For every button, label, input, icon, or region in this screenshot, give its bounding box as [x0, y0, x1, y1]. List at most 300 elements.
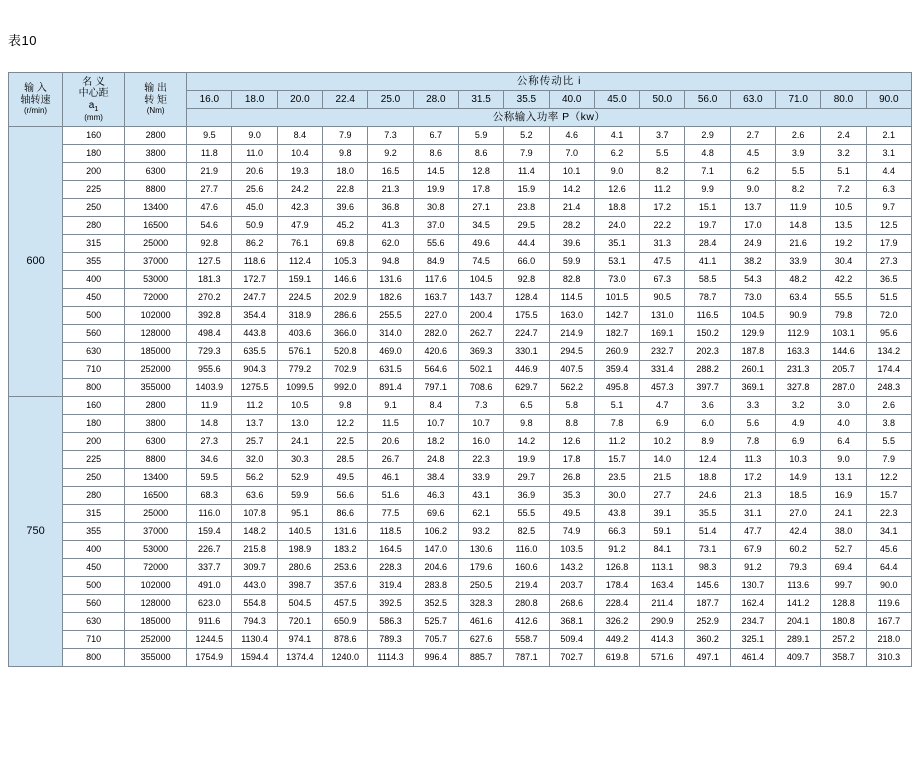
center-distance-cell: 630	[63, 613, 125, 631]
power-value-cell: 163.3	[776, 343, 821, 361]
power-value-cell: 8.2	[640, 163, 685, 181]
output-torque-cell: 37000	[125, 253, 187, 271]
power-value-cell: 7.1	[685, 163, 730, 181]
power-value-cell: 51.6	[368, 487, 413, 505]
power-value-cell: 39.6	[323, 199, 368, 217]
power-value-cell: 702.7	[549, 649, 594, 667]
center-distance-cell: 180	[63, 415, 125, 433]
center-distance-cell: 180	[63, 145, 125, 163]
header-output-torque	[125, 73, 187, 127]
power-value-cell: 182.7	[594, 325, 639, 343]
header-ratio-4: 25.0	[368, 91, 413, 109]
header-center-line4: (mm)	[84, 113, 103, 123]
power-value-cell: 30.4	[821, 253, 866, 271]
power-value-cell: 4.7	[640, 397, 685, 415]
power-value-cell: 15.7	[866, 487, 911, 505]
power-value-cell: 17.0	[730, 217, 775, 235]
power-value-cell: 15.1	[685, 199, 730, 217]
power-value-cell: 72.0	[866, 307, 911, 325]
power-value-cell: 509.4	[549, 631, 594, 649]
power-value-cell: 42.2	[821, 271, 866, 289]
power-value-cell: 9.9	[685, 181, 730, 199]
power-value-cell: 314.0	[368, 325, 413, 343]
power-value-cell: 174.4	[866, 361, 911, 379]
center-distance-cell: 560	[63, 595, 125, 613]
power-value-cell: 90.9	[776, 307, 821, 325]
power-value-cell: 629.7	[504, 379, 549, 397]
power-value-cell: 42.4	[776, 523, 821, 541]
power-value-cell: 461.4	[730, 649, 775, 667]
header-ratio-14: 80.0	[821, 91, 866, 109]
power-value-cell: 24.1	[821, 505, 866, 523]
power-value-cell: 91.2	[730, 559, 775, 577]
power-value-cell: 3.2	[776, 397, 821, 415]
power-value-cell: 55.5	[504, 505, 549, 523]
header-input-speed	[9, 73, 63, 127]
power-value-cell: 12.5	[866, 217, 911, 235]
power-value-cell: 554.8	[232, 595, 277, 613]
power-value-cell: 92.8	[187, 235, 232, 253]
power-value-cell: 146.6	[323, 271, 368, 289]
power-value-cell: 14.2	[504, 433, 549, 451]
power-value-cell: 86.6	[323, 505, 368, 523]
header-ratio-13: 71.0	[776, 91, 821, 109]
power-value-cell: 46.3	[413, 487, 458, 505]
power-value-cell: 6.3	[866, 181, 911, 199]
power-value-cell: 54.6	[187, 217, 232, 235]
center-distance-cell: 710	[63, 361, 125, 379]
power-value-cell: 94.8	[368, 253, 413, 271]
power-value-cell: 90.0	[866, 577, 911, 595]
power-value-cell: 86.2	[232, 235, 277, 253]
table-row	[9, 379, 912, 397]
power-value-cell: 34.5	[458, 217, 503, 235]
power-value-cell: 39.6	[549, 235, 594, 253]
power-value-cell: 288.2	[685, 361, 730, 379]
power-value-cell: 205.7	[821, 361, 866, 379]
power-value-cell: 167.7	[866, 613, 911, 631]
header-ratio-9: 45.0	[594, 91, 639, 109]
power-value-cell: 113.1	[640, 559, 685, 577]
power-value-cell: 78.7	[685, 289, 730, 307]
power-value-cell: 280.6	[277, 559, 322, 577]
power-value-cell: 179.6	[458, 559, 503, 577]
power-value-cell: 9.1	[368, 397, 413, 415]
power-value-cell: 175.5	[504, 307, 549, 325]
power-value-cell: 318.9	[277, 307, 322, 325]
power-value-cell: 3.7	[640, 127, 685, 145]
power-value-cell: 8.9	[685, 433, 730, 451]
power-value-cell: 787.1	[504, 649, 549, 667]
header-center-line3	[63, 100, 124, 114]
power-value-cell: 180.8	[821, 613, 866, 631]
power-value-cell: 39.1	[640, 505, 685, 523]
header-center-line2: 中心距	[78, 88, 109, 100]
power-value-cell: 294.5	[549, 343, 594, 361]
power-value-cell: 79.8	[821, 307, 866, 325]
power-value-cell: 116.0	[504, 541, 549, 559]
header-center-line1: 名 义	[82, 76, 105, 88]
power-value-cell: 19.9	[413, 181, 458, 199]
power-value-cell: 9.0	[594, 163, 639, 181]
power-value-cell: 22.3	[458, 451, 503, 469]
center-distance-cell: 280	[63, 487, 125, 505]
power-value-cell: 520.8	[323, 343, 368, 361]
header-torque-line2: 转 矩	[144, 94, 168, 106]
power-value-cell: 635.5	[232, 343, 277, 361]
power-value-cell: 106.2	[413, 523, 458, 541]
power-value-cell: 310.3	[866, 649, 911, 667]
power-value-cell: 14.8	[187, 415, 232, 433]
power-value-cell: 2.7	[730, 127, 775, 145]
power-value-cell: 280.8	[504, 595, 549, 613]
power-value-cell: 215.8	[232, 541, 277, 559]
header-ratio-8: 40.0	[549, 91, 594, 109]
header-ratio-title: 公称传动比 i	[187, 73, 912, 91]
power-value-cell: 309.7	[232, 559, 277, 577]
output-torque-cell: 8800	[125, 451, 187, 469]
power-value-cell: 571.6	[640, 649, 685, 667]
power-value-cell: 9.0	[232, 127, 277, 145]
power-value-cell: 55.5	[821, 289, 866, 307]
power-value-cell: 11.2	[232, 397, 277, 415]
power-value-cell: 8.8	[549, 415, 594, 433]
power-value-cell: 5.5	[776, 163, 821, 181]
power-value-cell: 11.0	[232, 145, 277, 163]
output-torque-cell: 6300	[125, 433, 187, 451]
power-value-cell: 24.6	[685, 487, 730, 505]
power-value-cell: 145.6	[685, 577, 730, 595]
power-value-cell: 7.9	[866, 451, 911, 469]
power-value-cell: 30.0	[594, 487, 639, 505]
power-value-cell: 5.6	[730, 415, 775, 433]
power-value-cell: 82.5	[504, 523, 549, 541]
power-value-cell: 181.3	[187, 271, 232, 289]
power-value-cell: 50.9	[232, 217, 277, 235]
power-value-cell: 586.3	[368, 613, 413, 631]
power-value-cell: 159.4	[187, 523, 232, 541]
power-value-cell: 182.6	[368, 289, 413, 307]
power-value-cell: 234.7	[730, 613, 775, 631]
power-value-cell: 12.8	[458, 163, 503, 181]
power-value-cell: 200.4	[458, 307, 503, 325]
power-value-cell: 443.0	[232, 577, 277, 595]
power-value-cell: 118.5	[368, 523, 413, 541]
power-value-cell: 27.3	[866, 253, 911, 271]
power-value-cell: 24.8	[413, 451, 458, 469]
center-distance-cell: 160	[63, 397, 125, 415]
center-distance-cell: 450	[63, 559, 125, 577]
center-distance-cell: 355	[63, 253, 125, 271]
power-value-cell: 5.5	[640, 145, 685, 163]
header-ratio-10: 50.0	[640, 91, 685, 109]
power-value-cell: 6.2	[730, 163, 775, 181]
power-value-cell: 443.8	[232, 325, 277, 343]
power-value-cell: 204.1	[776, 613, 821, 631]
power-value-cell: 260.9	[594, 343, 639, 361]
power-value-cell: 878.6	[323, 631, 368, 649]
power-value-cell: 576.1	[277, 343, 322, 361]
center-distance-cell: 400	[63, 541, 125, 559]
table-row	[9, 451, 912, 469]
power-value-cell: 22.2	[640, 217, 685, 235]
center-distance-cell: 225	[63, 451, 125, 469]
center-distance-cell: 355	[63, 523, 125, 541]
power-value-cell: 4.9	[776, 415, 821, 433]
output-torque-cell: 37000	[125, 523, 187, 541]
power-value-cell: 8.6	[413, 145, 458, 163]
power-value-cell: 134.2	[866, 343, 911, 361]
power-value-cell: 253.6	[323, 559, 368, 577]
power-value-cell: 126.8	[594, 559, 639, 577]
power-value-cell: 14.9	[776, 469, 821, 487]
power-value-cell: 13.7	[232, 415, 277, 433]
power-value-cell: 147.0	[413, 541, 458, 559]
power-value-cell: 720.1	[277, 613, 322, 631]
power-value-cell: 73.1	[685, 541, 730, 559]
power-value-cell: 105.3	[323, 253, 368, 271]
power-value-cell: 5.8	[549, 397, 594, 415]
power-value-cell: 44.4	[504, 235, 549, 253]
table-row	[9, 469, 912, 487]
center-distance-cell: 630	[63, 343, 125, 361]
power-value-cell: 270.2	[187, 289, 232, 307]
power-value-cell: 18.5	[776, 487, 821, 505]
power-value-cell: 202.3	[685, 343, 730, 361]
power-value-cell: 457.3	[640, 379, 685, 397]
header-ratio-1: 18.0	[232, 91, 277, 109]
power-value-cell: 116.0	[187, 505, 232, 523]
power-value-cell: 30.8	[413, 199, 458, 217]
table-row	[9, 253, 912, 271]
power-value-cell: 8.4	[277, 127, 322, 145]
power-value-cell: 82.8	[549, 271, 594, 289]
power-value-cell: 17.2	[640, 199, 685, 217]
power-value-cell: 4.4	[866, 163, 911, 181]
power-value-cell: 619.8	[594, 649, 639, 667]
table-row	[9, 397, 912, 415]
power-value-cell: 1403.9	[187, 379, 232, 397]
power-value-cell: 74.9	[549, 523, 594, 541]
power-value-cell: 17.8	[549, 451, 594, 469]
power-value-cell: 114.5	[549, 289, 594, 307]
power-value-cell: 11.2	[640, 181, 685, 199]
power-value-cell: 38.2	[730, 253, 775, 271]
power-value-cell: 1374.4	[277, 649, 322, 667]
power-value-cell: 449.2	[594, 631, 639, 649]
power-value-cell: 67.9	[730, 541, 775, 559]
power-value-cell: 7.9	[323, 127, 368, 145]
power-value-cell: 8.2	[776, 181, 821, 199]
power-value-cell: 62.0	[368, 235, 413, 253]
power-value-cell: 955.6	[187, 361, 232, 379]
power-value-cell: 3.1	[866, 145, 911, 163]
power-value-cell: 9.0	[730, 181, 775, 199]
power-value-cell: 228.3	[368, 559, 413, 577]
table-row	[9, 505, 912, 523]
center-distance-cell: 315	[63, 235, 125, 253]
header-ratio-7: 35.5	[504, 91, 549, 109]
power-value-cell: 779.2	[277, 361, 322, 379]
table-row	[9, 271, 912, 289]
power-value-cell: 169.1	[640, 325, 685, 343]
power-value-cell: 47.7	[730, 523, 775, 541]
table-row	[9, 613, 912, 631]
power-value-cell: 141.2	[776, 595, 821, 613]
power-value-cell: 36.8	[368, 199, 413, 217]
output-torque-cell: 25000	[125, 235, 187, 253]
power-value-cell: 27.0	[776, 505, 821, 523]
power-value-cell: 24.0	[594, 217, 639, 235]
power-value-cell: 77.5	[368, 505, 413, 523]
table-row	[9, 523, 912, 541]
power-value-cell: 262.7	[458, 325, 503, 343]
power-value-cell: 202.9	[323, 289, 368, 307]
header-input-speed-line3: (r/min)	[23, 106, 48, 116]
power-value-cell: 227.0	[413, 307, 458, 325]
power-value-cell: 502.1	[458, 361, 503, 379]
power-value-cell: 12.6	[594, 181, 639, 199]
power-value-cell: 11.5	[368, 415, 413, 433]
power-value-cell: 103.1	[821, 325, 866, 343]
power-value-cell: 789.3	[368, 631, 413, 649]
power-value-cell: 218.0	[866, 631, 911, 649]
power-value-cell: 7.9	[504, 145, 549, 163]
power-value-cell: 30.3	[277, 451, 322, 469]
power-value-cell: 28.4	[685, 235, 730, 253]
power-value-cell: 45.2	[323, 217, 368, 235]
power-value-cell: 142.7	[594, 307, 639, 325]
output-torque-cell: 6300	[125, 163, 187, 181]
power-value-cell: 13.5	[821, 217, 866, 235]
power-value-cell: 6.4	[821, 433, 866, 451]
power-value-cell: 49.5	[549, 505, 594, 523]
power-value-cell: 352.5	[413, 595, 458, 613]
power-value-cell: 172.7	[232, 271, 277, 289]
power-value-cell: 257.2	[821, 631, 866, 649]
header-ratio-11: 56.0	[685, 91, 730, 109]
power-value-cell: 26.8	[549, 469, 594, 487]
output-torque-cell: 25000	[125, 505, 187, 523]
power-value-cell: 11.3	[730, 451, 775, 469]
power-value-cell: 412.6	[504, 613, 549, 631]
power-value-cell: 164.5	[368, 541, 413, 559]
power-value-cell: 47.6	[187, 199, 232, 217]
center-distance-cell: 710	[63, 631, 125, 649]
table-row	[9, 487, 912, 505]
header-power-title: 公称输入功率 P（kw）	[187, 109, 912, 127]
power-value-cell: 25.7	[232, 433, 277, 451]
power-value-cell: 214.9	[549, 325, 594, 343]
center-distance-cell: 450	[63, 289, 125, 307]
header-ratio-3: 22.4	[323, 91, 368, 109]
power-value-cell: 331.4	[640, 361, 685, 379]
power-value-cell: 268.6	[549, 595, 594, 613]
table-row	[9, 577, 912, 595]
power-value-cell: 504.5	[277, 595, 322, 613]
power-value-cell: 497.1	[685, 649, 730, 667]
power-value-cell: 55.6	[413, 235, 458, 253]
power-value-cell: 319.4	[368, 577, 413, 595]
header-ratio-15: 90.0	[866, 91, 911, 109]
table-caption: 表10	[8, 33, 37, 48]
power-value-cell: 56.2	[232, 469, 277, 487]
power-value-cell: 326.2	[594, 613, 639, 631]
power-value-cell: 996.4	[413, 649, 458, 667]
power-value-cell: 5.2	[504, 127, 549, 145]
header-torque-line3: (Nm)	[146, 106, 165, 116]
power-value-cell: 63.6	[232, 487, 277, 505]
output-torque-cell: 16500	[125, 217, 187, 235]
power-value-cell: 3.3	[730, 397, 775, 415]
power-value-cell: 24.1	[277, 433, 322, 451]
table-row	[9, 361, 912, 379]
power-value-cell: 52.7	[821, 541, 866, 559]
table-row	[9, 433, 912, 451]
output-torque-cell: 128000	[125, 595, 187, 613]
power-value-cell: 974.1	[277, 631, 322, 649]
power-value-cell: 23.5	[594, 469, 639, 487]
output-torque-cell: 8800	[125, 181, 187, 199]
output-torque-cell: 2800	[125, 127, 187, 145]
power-value-cell: 13.7	[730, 199, 775, 217]
power-value-cell: 9.2	[368, 145, 413, 163]
power-value-cell: 34.6	[187, 451, 232, 469]
power-value-cell: 398.7	[277, 577, 322, 595]
power-value-cell: 9.8	[504, 415, 549, 433]
power-value-cell: 23.8	[504, 199, 549, 217]
power-value-cell: 99.7	[821, 577, 866, 595]
power-value-cell: 260.1	[730, 361, 775, 379]
power-value-cell: 31.1	[730, 505, 775, 523]
power-value-cell: 28.5	[323, 451, 368, 469]
table-row	[9, 559, 912, 577]
power-value-cell: 69.4	[821, 559, 866, 577]
power-value-cell: 283.8	[413, 577, 458, 595]
power-value-cell: 49.6	[458, 235, 503, 253]
center-distance-cell: 280	[63, 217, 125, 235]
power-value-cell: 73.0	[594, 271, 639, 289]
power-value-cell: 63.4	[776, 289, 821, 307]
power-value-cell: 1754.9	[187, 649, 232, 667]
table-row	[9, 343, 912, 361]
power-value-cell: 3.0	[821, 397, 866, 415]
table-container	[8, 72, 912, 667]
power-value-cell: 160.6	[504, 559, 549, 577]
power-value-cell: 118.6	[232, 253, 277, 271]
power-value-cell: 163.4	[640, 577, 685, 595]
power-value-cell: 43.1	[458, 487, 503, 505]
power-value-cell: 59.5	[187, 469, 232, 487]
power-value-cell: 76.1	[277, 235, 322, 253]
power-value-cell: 10.7	[413, 415, 458, 433]
power-value-cell: 143.2	[549, 559, 594, 577]
table-row	[9, 649, 912, 667]
table-body	[9, 127, 912, 667]
power-value-cell: 3.6	[685, 397, 730, 415]
center-distance-cell: 250	[63, 199, 125, 217]
power-value-cell: 286.6	[323, 307, 368, 325]
power-value-cell: 12.6	[549, 433, 594, 451]
table-row	[9, 235, 912, 253]
power-value-cell: 128.8	[821, 595, 866, 613]
power-value-cell: 491.0	[187, 577, 232, 595]
power-value-cell: 6.5	[504, 397, 549, 415]
power-value-cell: 469.0	[368, 343, 413, 361]
output-torque-cell: 53000	[125, 541, 187, 559]
power-value-cell: 54.3	[730, 271, 775, 289]
output-torque-cell: 3800	[125, 145, 187, 163]
